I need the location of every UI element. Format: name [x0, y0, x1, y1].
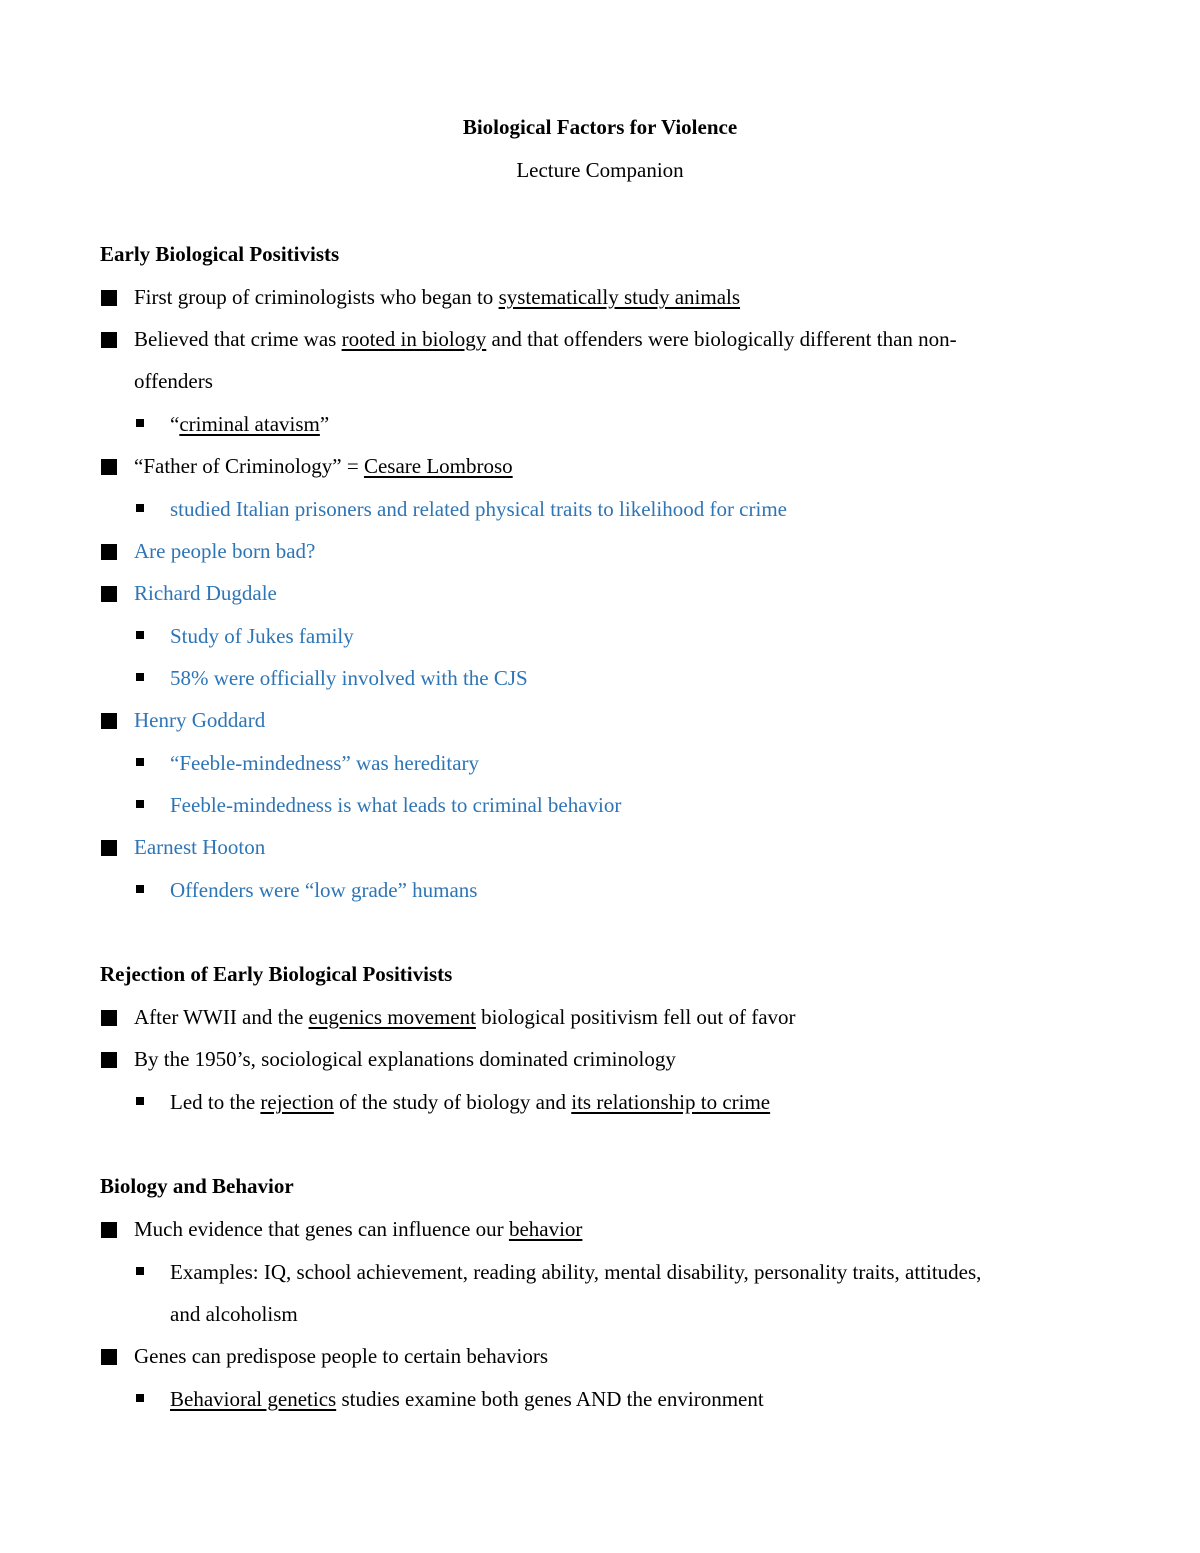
- small-square-bullet-icon: [136, 1267, 144, 1275]
- small-square-bullet-icon: [136, 800, 144, 808]
- list-item: Genes can predispose people to certain behaviors: [134, 1344, 549, 1368]
- list-item: First group of criminologists who began to systematically study animals: [134, 285, 741, 309]
- list-item-continuation: offenders: [134, 369, 213, 393]
- list-item: Led to the rejection of the study of biology and its relationship to crime: [170, 1090, 771, 1114]
- list-item: Earnest Hooton: [134, 835, 266, 859]
- square-bullet-icon: [101, 332, 117, 348]
- list-item: “criminal atavism”: [170, 412, 330, 436]
- section-heading-biology-behavior: Biology and Behavior: [100, 1174, 294, 1198]
- list-item: “Feeble-mindedness” was hereditary: [170, 751, 480, 775]
- small-square-bullet-icon: [136, 504, 144, 512]
- square-bullet-icon: [101, 1010, 117, 1026]
- small-square-bullet-icon: [136, 631, 144, 639]
- list-item: By the 1950’s, sociological explanations dominated criminology: [134, 1047, 676, 1071]
- list-item: Behavioral genetics studies examine both genes AND the environment: [170, 1387, 764, 1411]
- small-square-bullet-icon: [136, 758, 144, 766]
- square-bullet-icon: [101, 544, 117, 560]
- square-bullet-icon: [101, 1222, 117, 1238]
- list-item: Believed that crime was rooted in biology and that offenders were biologically different than non-: [134, 327, 957, 351]
- document-title: Biological Factors for Violence: [462, 115, 738, 139]
- list-item: After WWII and the eugenics movement biological positivism fell out of favor: [134, 1005, 796, 1029]
- list-item: 58% were officially involved with the CJS: [170, 666, 528, 690]
- list-item: Henry Goddard: [134, 708, 266, 732]
- small-square-bullet-icon: [136, 1097, 144, 1105]
- document-subtitle: Lecture Companion: [516, 158, 684, 182]
- small-square-bullet-icon: [136, 673, 144, 681]
- square-bullet-icon: [101, 1052, 117, 1068]
- list-item: Offenders were “low grade” humans: [170, 878, 478, 902]
- list-item: Study of Jukes family: [170, 624, 354, 648]
- square-bullet-icon: [101, 840, 117, 856]
- small-square-bullet-icon: [136, 1394, 144, 1402]
- list-item-continuation: and alcoholism: [170, 1302, 298, 1326]
- square-bullet-icon: [101, 1349, 117, 1365]
- section-heading-early-positivists: Early Biological Positivists: [100, 242, 340, 266]
- square-bullet-icon: [101, 459, 117, 475]
- list-item: “Father of Criminology” = Cesare Lombroso: [134, 454, 513, 478]
- section-heading-rejection: Rejection of Early Biological Positivists: [100, 962, 453, 986]
- small-square-bullet-icon: [136, 885, 144, 893]
- list-item: Examples: IQ, school achievement, reading ability, mental disability, personality traits, attitudes,: [170, 1260, 982, 1284]
- list-item: studied Italian prisoners and related physical traits to likelihood for crime: [170, 497, 787, 521]
- list-item: Feeble-mindedness is what leads to criminal behavior: [170, 793, 622, 817]
- square-bullet-icon: [101, 713, 117, 729]
- square-bullet-icon: [101, 586, 117, 602]
- small-square-bullet-icon: [136, 419, 144, 427]
- list-item: Much evidence that genes can influence our behavior: [134, 1217, 583, 1241]
- list-item: Richard Dugdale: [134, 581, 277, 605]
- list-item: Are people born bad?: [134, 539, 316, 563]
- square-bullet-icon: [101, 290, 117, 306]
